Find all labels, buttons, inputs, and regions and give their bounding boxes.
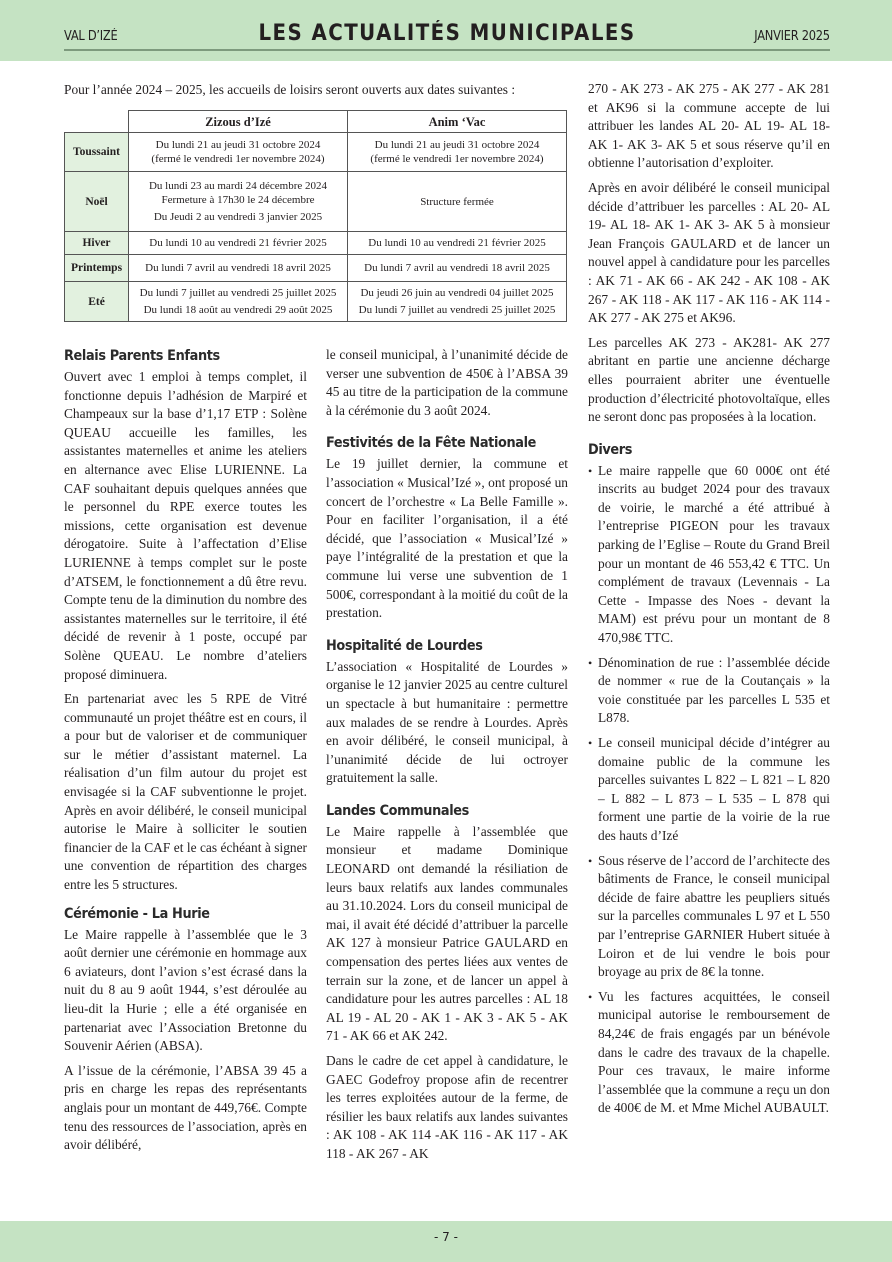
row-header: Printemps xyxy=(65,255,129,282)
ceremonie-paragraph-2a: A l’issue de la cérémonie, l’ABSA 39 45 a pris en charge les repas des représentants anglais pour un montant de 449,76€. Compte tenu des ressources de l’association, après en avoir délibéré, xyxy=(64,1062,307,1153)
cell-line: Du lundi 21 au jeudi 31 octobre 2024 xyxy=(155,139,321,151)
table-cell xyxy=(129,255,348,282)
cell-line: Du lundi 10 au vendredi 21 février 2025 xyxy=(368,237,546,249)
column-header-zizous: Zizous d’Izé xyxy=(129,111,348,133)
rpe-paragraph-2: En partenariat avec les 5 RPE de Vitré communauté un projet théâtre est en cours, il a pour but de valoriser et de communiquer sur le métier d’assistant maternel. La réalisation d’un film autour du projet est envisagée si la CAF subventionne le projet. Après en avoir délibéré, le conseil municipal autorise le Maire à solliciter le soutien financier de la CAF et le cas échéant à signer une convention de répartition des charges entre les 5 structures. xyxy=(64,691,307,893)
cell-line: Du lundi 10 au vendredi 21 février 2025 xyxy=(149,237,327,249)
column-3 xyxy=(588,80,830,1124)
cell-line: (fermé le vendredi 1er novembre 2024) xyxy=(151,153,325,165)
table-row xyxy=(65,282,567,322)
table-cell xyxy=(129,282,348,322)
table-row xyxy=(65,133,567,172)
row-header: Noël xyxy=(65,172,129,232)
cell-line: Du lundi 21 au jeudi 31 octobre 2024 xyxy=(374,139,540,151)
cell-line: Fermeture à 17h30 le 24 décembre xyxy=(161,194,315,206)
row-header: Hiver xyxy=(65,232,129,255)
header-town: VAL D’IZÉ xyxy=(64,29,118,44)
list-item: • Le conseil municipal décide d’intégrer au domaine public de la commune les parcelles suivantes L 822 – L 821 – L 820 – L 882 – L 873 – L 535 – L 878 qui forment une partie de la voirie de la rue des hauts d’Izé xyxy=(588,734,830,846)
ceremonie-paragraph-1: Le Maire rappelle à l’assemblée que le 3 août dernier une cérémonie en hommage aux 6 aviateurs, dont l’avion s’est écrasé dans la nuit du 8 au 9 août 1944, s’est déroulée au lieu-dit la Hurie ; elle a été organisée en partenariat avec l’Association Bretonne du Souvenir Aérien (ABSA). xyxy=(64,926,307,1054)
divers-list xyxy=(588,462,830,1118)
header-band xyxy=(0,0,892,61)
table-row xyxy=(65,255,567,282)
row-header: Eté xyxy=(65,282,129,322)
rpe-paragraph-1: Ouvert avec 1 emploi à temps complet, il fonctionne depuis l’adhésion de Marpiré et Champeaux sur la base d’1,17 ETP : Solène QUEAU accueille les familles, les assistantes maternelles et anime les ateliers en alternance avec Elise LURIENNE. La CAF souhaitant depuis quelques années que le personnel du RPE exerce toutes les missions, cette organisation est devenue dérogatoire. Suite à l’affectation d’Elise LURIENNE à temps complet sur le poste d’ATSEM, le fonctionnement a dû être revu. Compte tenu de la diminution du nombre des assistantes maternelles sur le territoire, il été décidé de revenir à 1 poste, occupé par Solène QUEAU. Le nombre d’ateliers proposé diminuera. xyxy=(64,369,307,682)
section-title-lourdes: Hospitalité de Lourdes xyxy=(326,637,483,654)
table-corner xyxy=(65,111,129,133)
list-item: • Vu les factures acquittées, le conseil municipal autorise le remboursement de 84,24€ de frais engagés par un bénévole dans le cadre des travaux de la chapelle. Pour ces travaux, le maire informe l’assemblée que la commune a reçu un don de 400€ de M. et Mme Michel AUBAULT. xyxy=(588,988,830,1118)
table-cell xyxy=(348,282,567,322)
fete-paragraph-1: Le 19 juillet dernier, la commune et l’association « Musical’Izé », ont proposé un concert de l’orchestre « La Belle Famille ». Pour en faciliter l’organisation, il a été décidé, que l’association « Musical’Izé » paye l’intégralité de la prestation et que la commune lui verse une subvention de 1 500€, correspondant à la moitié du coût de la prestation. xyxy=(326,456,568,621)
table-cell xyxy=(348,255,567,282)
cell-line: Du lundi 7 avril au vendredi 18 avril 2025 xyxy=(145,262,331,274)
landes-paragraph-3: Après en avoir délibéré le conseil municipal décide d’attribuer les parcelles : AL 20- AL 19- AL 18- AK 1- AK 3- AK 5 à monsieur Jean François GAULARD et de lancer un nouvel appel à candidature pour les parcelles : AK 71 - AK 66 - AK 242 - AK 108 - AK 267 - AK 118 - AK 117 - AK 116 - AK 114 - AK 277 - AK 275 et AK96. xyxy=(588,179,830,326)
cell-line: (fermé le vendredi 1er novembre 2024) xyxy=(370,153,544,165)
intro-text: Pour l’année 2024 – 2025, les accueils de loisirs seront ouverts aux dates suivantes : xyxy=(64,82,516,97)
cell-line: Structure fermée xyxy=(420,195,494,208)
cell-line: Du jeudi 26 juin au vendredi 04 juillet 2025 xyxy=(360,287,554,299)
table-cell xyxy=(129,133,348,172)
section-title-ceremonie: Cérémonie - La Hurie xyxy=(64,905,210,922)
header-date: JANVIER 2025 xyxy=(754,29,830,44)
section-title-landes: Landes Communales xyxy=(326,802,469,819)
cell-line: Du Jeudi 2 au vendredi 3 janvier 2025 xyxy=(153,211,323,223)
cell-line: Du lundi 23 au mardi 24 décembre 2024 xyxy=(148,180,328,192)
ceremonie-paragraph-2b: le conseil municipal, à l’unanimité décide de verser une subvention de 450€ à l’ABSA 39 45 au titre de la participation de la commune à la cérémonie du 3 août 2024. xyxy=(326,347,568,418)
table-cell xyxy=(129,232,348,255)
table-cell xyxy=(348,133,567,172)
cell-line: Du lundi 18 août au vendredi 29 août 2025 xyxy=(143,304,333,316)
list-item: • Dénomination de rue : l’assemblée décide de nommer « rue de la Coutançais » la voie constituée par les parcelles L 535 et L878. xyxy=(588,654,830,728)
table-cell xyxy=(129,172,348,232)
table-cell xyxy=(348,172,567,232)
page-title: LES ACTUALITÉS MUNICIPALES xyxy=(258,21,636,46)
table-cell xyxy=(348,232,567,255)
list-item: • Le maire rappelle que 60 000€ ont été inscrits au budget 2024 pour des travaux de voirie, le marché a été attribué à l’entreprise PIGEON pour les travaux parking de l’Eglise – Route du Grand Breil pour un montant de 46 553,42 € TTC. Un complément de travaux (Levennais - La Cette - Impasse des Noes - devant la MAM) est prévu pour un montant de 8 470,98€ TTC. xyxy=(588,462,830,648)
section-title-fete: Festivités de la Fête Nationale xyxy=(326,435,537,452)
cell-line: Du lundi 7 juillet au vendredi 25 juillet 2025 xyxy=(139,287,337,299)
section-title-divers: Divers xyxy=(588,441,633,458)
header-rule xyxy=(64,20,830,51)
list-item: • Sous réserve de l’accord de l’architecte des bâtiments de France, le conseil municipal décide de faire abattre les peupliers situés sur la parcelles communales L 97 et L 550 par l’entreprise GARNIER Hubert située à Loiron et de lui vendre le bois pour broyage au prix de 8€ la tonne. xyxy=(588,852,830,982)
footer-band xyxy=(0,1221,892,1262)
landes-paragraph-2a: Dans le cadre de cet appel à candidature, le GAEC Godefroy propose afin de recentrer les terres exploitées autour de la ferme, de résilier les baux relatifs aux landes suivantes : AK 108 - AK 114 -AK 116 - AK 117 - AK 118 - AK 267 - AK xyxy=(326,1053,568,1161)
column-1 xyxy=(64,347,307,1161)
row-header: Toussaint xyxy=(65,133,129,172)
cell-line: Du lundi 7 juillet au vendredi 25 juillet 2025 xyxy=(358,304,556,316)
column-2 xyxy=(326,346,568,1170)
table-row xyxy=(65,172,567,232)
landes-paragraph-2b: 270 - AK 273 - AK 275 - AK 277 - AK 281 et AK96 si la commune accepte de lui attribuer les landes AL 20- AL 19- AL 18- AK 1- AK 3- AK 5 et sous réserve qu’il en obtienne l’autorisation d’exploiter. xyxy=(588,81,830,171)
column-header-animvac: Anim ‘Vac xyxy=(348,111,567,133)
table-row xyxy=(65,232,567,255)
landes-paragraph-1: Le Maire rappelle à l’assemblée que monsieur et madame Dominique LEONARD ont demandé la résiliation de leurs baux relatifs aux landes communales au 31.10.2024. Lors du conseil municipal de mai, il avait été décidé d’attribuer la parcelle AK 127 à monsieur Patrice GAULARD en compensation des pertes liées aux ventes de terrain sur la zone, et de lancer un appel à candidature pour les autres parcelles : AL 18 AL 19 - AL 20 - AK 1 - AK 3 - AK 5 - AK 71 - AK 66 et AK 242. xyxy=(326,823,568,1044)
section-title-rpe: Relais Parents Enfants xyxy=(64,348,220,364)
page-number: - 7 - xyxy=(434,1230,458,1244)
cell-line: Du lundi 7 avril au vendredi 18 avril 2025 xyxy=(364,262,550,274)
landes-paragraph-4: Les parcelles AK 273 - AK281- AK 277 abritant en partie une ancienne décharge elles pourraient abriter une éventuelle production d’électricité photovoltaïque, elles ne seront donc pas proposées à la location. xyxy=(588,334,830,425)
lourdes-paragraph-1: L’association « Hospitalité de Lourdes » organise le 12 janvier 2025 au centre culturel un spectacle à but humanitaire : permettre aux malades de se rendre à Lourdes. Après en avoir délibéré, le conseil municipal, à l’unanimité décide de lui octroyer gratuitement la salle. xyxy=(326,658,568,786)
schedule-table xyxy=(64,110,567,322)
